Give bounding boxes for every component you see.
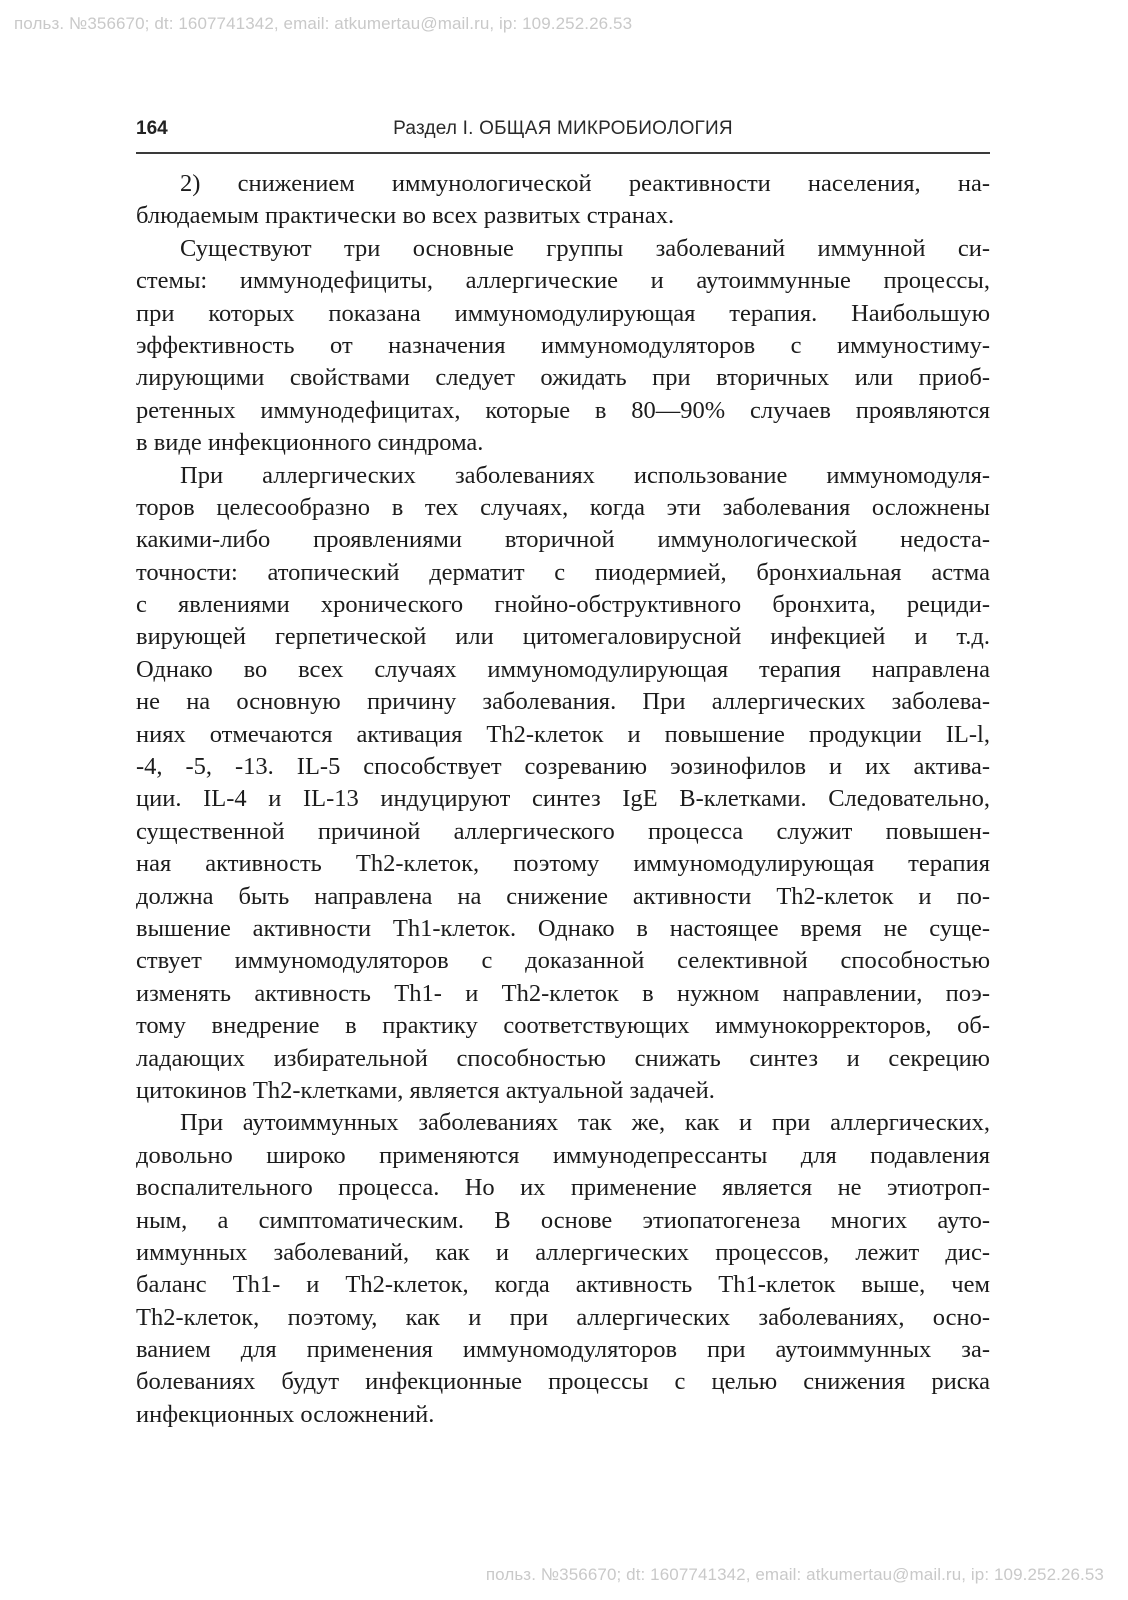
text-line: иммунных заболеваний, как и аллергических процессов, лежит дис-	[136, 1238, 990, 1266]
text-line: При аллергических заболеваниях использование иммуномодуля-	[180, 461, 990, 489]
text-line: вирующей герпетической или цитомегаловирусной инфекцией и т.д.	[136, 623, 990, 651]
page-header	[136, 116, 990, 154]
text-line: болеваниях будут инфекционные процессы с целью снижения риска	[136, 1368, 990, 1396]
text-line: ным, а симптоматическим. В основе этиопатогенеза многих ауто-	[136, 1206, 990, 1234]
text-line: вышение активности Th1-клеток. Однако в настоящее время не суще-	[136, 914, 990, 942]
running-head: Раздел I. ОБЩАЯ МИКРОБИОЛОГИЯ	[393, 118, 733, 139]
text-line: тому внедрение в практику соответствующих иммунокорректоров, об-	[136, 1012, 990, 1040]
text-line: должна быть направлена на снижение активности Th2-клеток и по-	[136, 882, 990, 910]
text-line: ствует иммуномодуляторов с доказанной селективной способностью	[136, 947, 990, 975]
text-line: какими-либо проявлениями вторичной иммунологической недоста-	[136, 526, 990, 554]
text-line: точности: атопический дерматит с пиодермией, бронхиальная астма	[136, 558, 990, 586]
watermark-top: польз. №356670; dt: 1607741342, email: atkumertau@mail.ru, ip: 109.252.26.53	[14, 14, 633, 33]
text-line: цитокинов Th2-клетками, является актуальной задачей.	[136, 1076, 715, 1104]
text-line: Th2-клеток, поэтому, как и при аллергических заболеваниях, осно-	[136, 1303, 990, 1331]
text-line: с явлениями хронического гнойно-обструктивного бронхита, рециди-	[136, 591, 990, 619]
text-line: довольно широко применяются иммунодепрессанты для подавления	[136, 1141, 990, 1169]
paragraph-4	[136, 1107, 990, 1431]
text-line: стемы: иммунодефициты, аллергические и аутоиммунные процессы,	[136, 267, 990, 295]
page-number: 164	[136, 118, 168, 139]
text-line: инфекционных осложнений.	[136, 1400, 435, 1428]
text-line: ретенных иммунодефицитах, которые в 80—90% случаев проявляются	[136, 396, 990, 424]
text-line: лирующими свойствами следует ожидать при вторичных или приоб-	[136, 364, 990, 392]
text-line: существенной причиной аллергического процесса служит повышен-	[136, 817, 990, 845]
watermark-bottom: польз. №356670; dt: 1607741342, email: atkumertau@mail.ru, ip: 109.252.26.53	[485, 1565, 1104, 1584]
text-line: не на основную причину заболевания. При аллергических заболева-	[136, 688, 990, 716]
text-line: эффективность от назначения иммуномодуляторов с иммуностиму-	[136, 331, 990, 359]
text-line: Существуют три основные группы заболеваний иммунной си-	[180, 234, 990, 262]
text-line: ниях отмечаются активация Th2-клеток и повышение продукции IL-l,	[136, 720, 990, 748]
text-line: При аутоиммунных заболеваниях так же, как и при аллергических,	[180, 1109, 990, 1137]
paragraph-3	[136, 460, 990, 1108]
text-line: -4, -5, -13. IL-5 способствует созреванию эозинофилов и их актива-	[136, 753, 990, 781]
text-line: баланс Th1- и Th2-клеток, когда активность Th1-клеток выше, чем	[136, 1271, 990, 1299]
text-line: ции. IL-4 и IL-13 индуцируют синтез IgE B-клетками. Следовательно,	[136, 785, 990, 813]
text-line: Однако во всех случаях иммуномодулирующая терапия направлена	[136, 655, 990, 683]
text-line: блюдаемым практически во всех развитых странах.	[136, 202, 675, 230]
body-text	[136, 168, 990, 1431]
text-line: ная активность Th2-клеток, поэтому иммуномодулирующая терапия	[136, 850, 990, 878]
text-line: в виде инфекционного синдрома.	[136, 429, 484, 457]
text-line: ладающих избирательной способностью снижать синтез и секрецию	[136, 1044, 990, 1072]
text-line: изменять активность Th1- и Th2-клеток в нужном направлении, поэ-	[136, 979, 990, 1007]
text-line: торов целесообразно в тех случаях, когда эти заболевания осложнены	[136, 493, 990, 521]
text-line: ванием для применения иммуномодуляторов при аутоиммунных за-	[136, 1336, 990, 1364]
text-line: при которых показана иммуномодулирующая терапия. Наибольшую	[136, 299, 990, 327]
paragraph-2	[136, 233, 990, 460]
text-line: 2) снижением иммунологической реактивности населения, на-	[180, 170, 990, 197]
paragraph-1	[136, 168, 990, 233]
text-line: воспалительного процесса. Но их применение является не этиотроп-	[136, 1174, 990, 1202]
